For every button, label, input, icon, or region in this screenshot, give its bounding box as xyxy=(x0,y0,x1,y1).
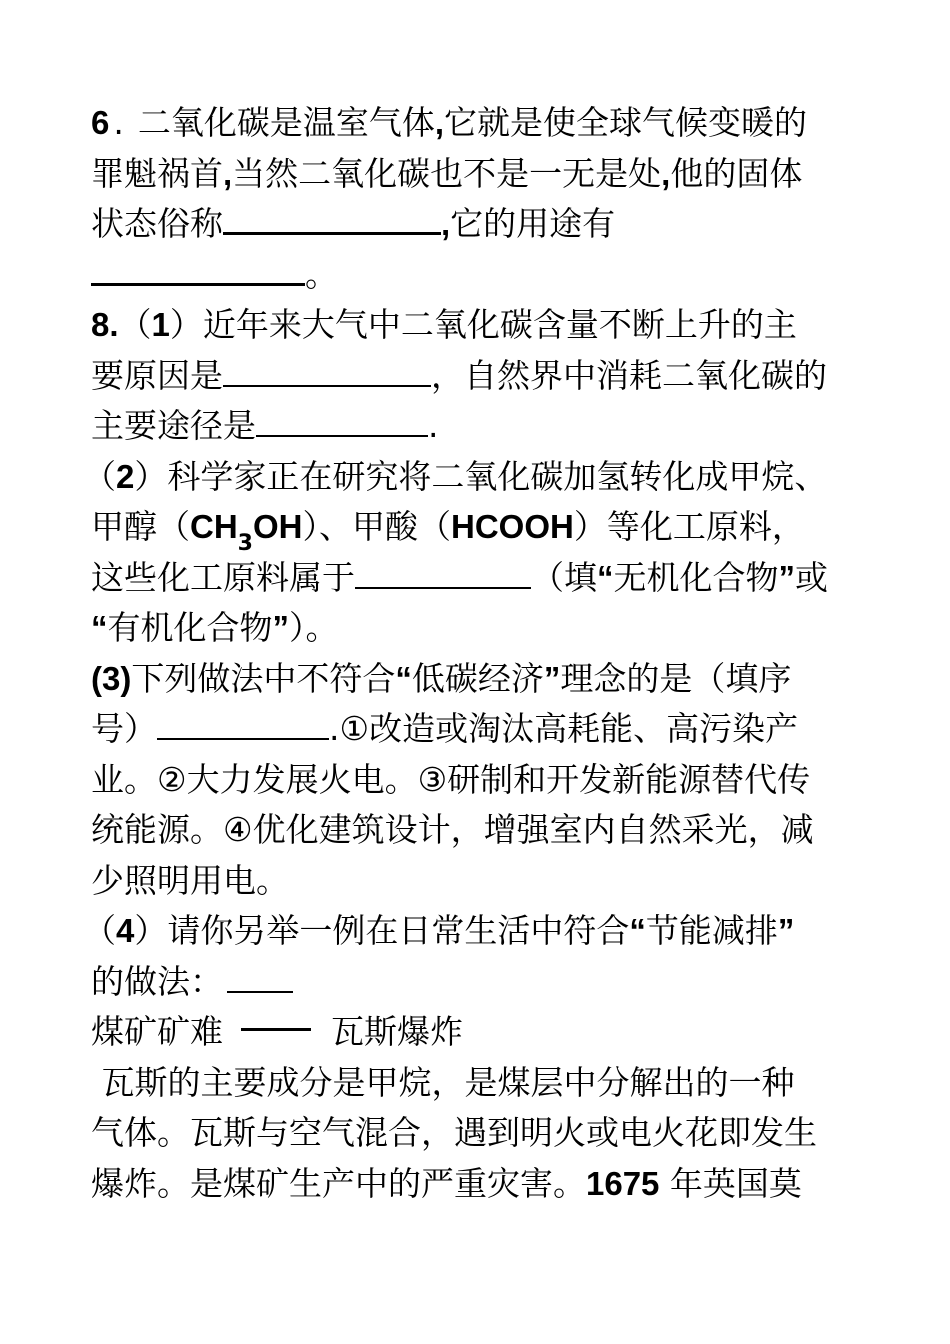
article-line-3 xyxy=(91,1159,871,1210)
q6-text: 二氧化碳是温室气体 xyxy=(137,103,435,142)
q6-text: 罪魁祸首 xyxy=(91,153,223,193)
paren: （ xyxy=(118,305,152,344)
q8-text: 请你另举一例在日常生活中符合 xyxy=(167,911,630,950)
q6-text: 当然二氧化碳也不是一无是处 xyxy=(232,153,662,193)
q8-text: . xyxy=(428,406,439,445)
q8-text: 要原因是 xyxy=(91,355,223,395)
paren: ） xyxy=(169,305,203,344)
q6-line-2 xyxy=(91,149,871,200)
article-text: 爆炸。是煤矿生产中的严重灾害。 xyxy=(91,1163,586,1203)
sub-number: (3) xyxy=(91,659,132,697)
q6-text: 他的固体 xyxy=(670,153,803,193)
q8-text: 理念的是（填序 xyxy=(560,658,792,698)
paren: ） xyxy=(134,911,168,950)
sub-number: 2 xyxy=(116,457,135,495)
q8-text: 节能减排 xyxy=(645,911,778,950)
quote-mark: ” xyxy=(543,659,561,697)
q8-text: .①改造或淘汰高耗能、高污染产 xyxy=(329,709,799,748)
paren: （ xyxy=(83,456,116,496)
q8-text: 低碳经济 xyxy=(411,658,544,698)
article-line-1: 瓦斯的主要成分是甲烷，是煤层中分解出的一种 xyxy=(91,1062,795,1102)
quote-mark: “ xyxy=(629,912,646,949)
quote-mark: “ xyxy=(91,609,108,646)
answer-blank-reason[interactable] xyxy=(223,355,431,387)
formula-formic-acid: HCOOH xyxy=(450,508,574,545)
q8-p3-line-1 xyxy=(91,654,871,705)
q6-line-1 xyxy=(91,98,871,149)
q8-p1-line-1 xyxy=(91,300,871,351)
comma: , xyxy=(441,205,451,242)
quote-mark: “ xyxy=(395,659,412,697)
quote-mark: ” xyxy=(778,558,795,596)
q8-p2-line-3 xyxy=(91,553,871,604)
q8-text: ）。 xyxy=(289,608,339,647)
formula-methanol: OH xyxy=(252,508,303,545)
q8-p3-line-3: 业。②大力发展火电。③研制和开发新能源替代传 xyxy=(91,759,811,799)
q8-text: 有机化合物 xyxy=(107,608,273,647)
q8-p4-line-1 xyxy=(83,906,871,957)
q8-text: ）等化工原料， xyxy=(573,507,805,546)
q8-p2-line-1 xyxy=(83,452,871,503)
paren: ） xyxy=(134,456,168,496)
q8-text: 的做法： xyxy=(91,961,223,1001)
formula-subscript: 3 xyxy=(237,531,253,556)
article-text: 年英国莫 xyxy=(659,1163,802,1203)
answer-blank-consumption[interactable] xyxy=(256,405,428,437)
period: 。 xyxy=(305,254,338,294)
q8-p1-line-2 xyxy=(91,351,871,402)
comma: , xyxy=(661,154,671,192)
sub-number: 4 xyxy=(116,912,135,949)
answer-blank-dry-ice[interactable] xyxy=(223,202,441,235)
document-page xyxy=(83,98,871,1209)
answer-blank-usage[interactable] xyxy=(91,253,305,286)
quote-mark: ” xyxy=(272,609,289,646)
article-title-text: 煤矿矿难 xyxy=(91,1012,223,1051)
comma: , xyxy=(223,154,233,192)
q8-p3-line-5: 少照明用电。 xyxy=(91,860,289,900)
q8-text: ，自然界中消耗二氧化碳的 xyxy=(431,355,827,395)
title-dash xyxy=(241,1028,311,1031)
q6-text: 它的用途有 xyxy=(450,204,616,243)
article-title-text: 瓦斯爆炸 xyxy=(331,1012,463,1051)
q6-text: 状态俗称 xyxy=(91,204,223,243)
q8-text: 下列做法中不符合 xyxy=(131,658,396,698)
q6-text: 它就是使全球气候变暖的 xyxy=(444,103,808,142)
q8-p1-line-3 xyxy=(91,401,871,452)
q8-text: 近年来大气中二氧化碳含量不断上升的主 xyxy=(202,305,797,344)
comma: , xyxy=(434,104,445,141)
q6-line-3 xyxy=(91,199,871,250)
q8-text: 无机化合物 xyxy=(613,557,779,597)
article-title xyxy=(91,1007,871,1058)
formula-methanol: CH xyxy=(190,508,238,545)
q6-dot: . xyxy=(113,103,124,142)
q8-p4-line-2 xyxy=(91,957,871,1008)
q8-text: 科学家正在研究将二氧化碳加氢转化成甲烷、 xyxy=(167,456,828,496)
answer-blank-energy-saving[interactable] xyxy=(227,961,293,993)
q8-text: ）、甲酸（ xyxy=(302,507,451,546)
answer-blank-low-carbon[interactable] xyxy=(157,708,329,740)
q8-p2-line-4 xyxy=(91,603,871,654)
q8-number: 8. xyxy=(91,306,119,343)
q8-text: 号） xyxy=(91,709,157,748)
q8-text: 主要途径是 xyxy=(91,406,256,445)
paren: （ xyxy=(83,911,116,950)
q8-text: 甲醇（ xyxy=(91,507,190,546)
quote-mark: ” xyxy=(777,912,795,949)
year: 1675 xyxy=(586,1164,660,1202)
q8-text: 这些化工原料属于 xyxy=(91,557,355,597)
answer-blank-compound-type[interactable] xyxy=(355,557,531,589)
sub-number: 1 xyxy=(151,306,170,343)
q8-p3-line-2 xyxy=(91,704,871,755)
q6-number: 6 xyxy=(91,104,110,141)
q8-p3-line-4: 统能源。④优化建筑设计，增强室内自然采光，减 xyxy=(91,810,814,849)
q8-text: 或 xyxy=(795,557,828,597)
q8-p2-line-2 xyxy=(91,502,871,556)
q6-line-4 xyxy=(91,250,871,301)
quote-mark: “ xyxy=(597,558,614,596)
q8-text: （填 xyxy=(531,557,597,597)
article-line-2: 气体。瓦斯与空气混合，遇到明火或电火花即发生 xyxy=(91,1113,817,1152)
